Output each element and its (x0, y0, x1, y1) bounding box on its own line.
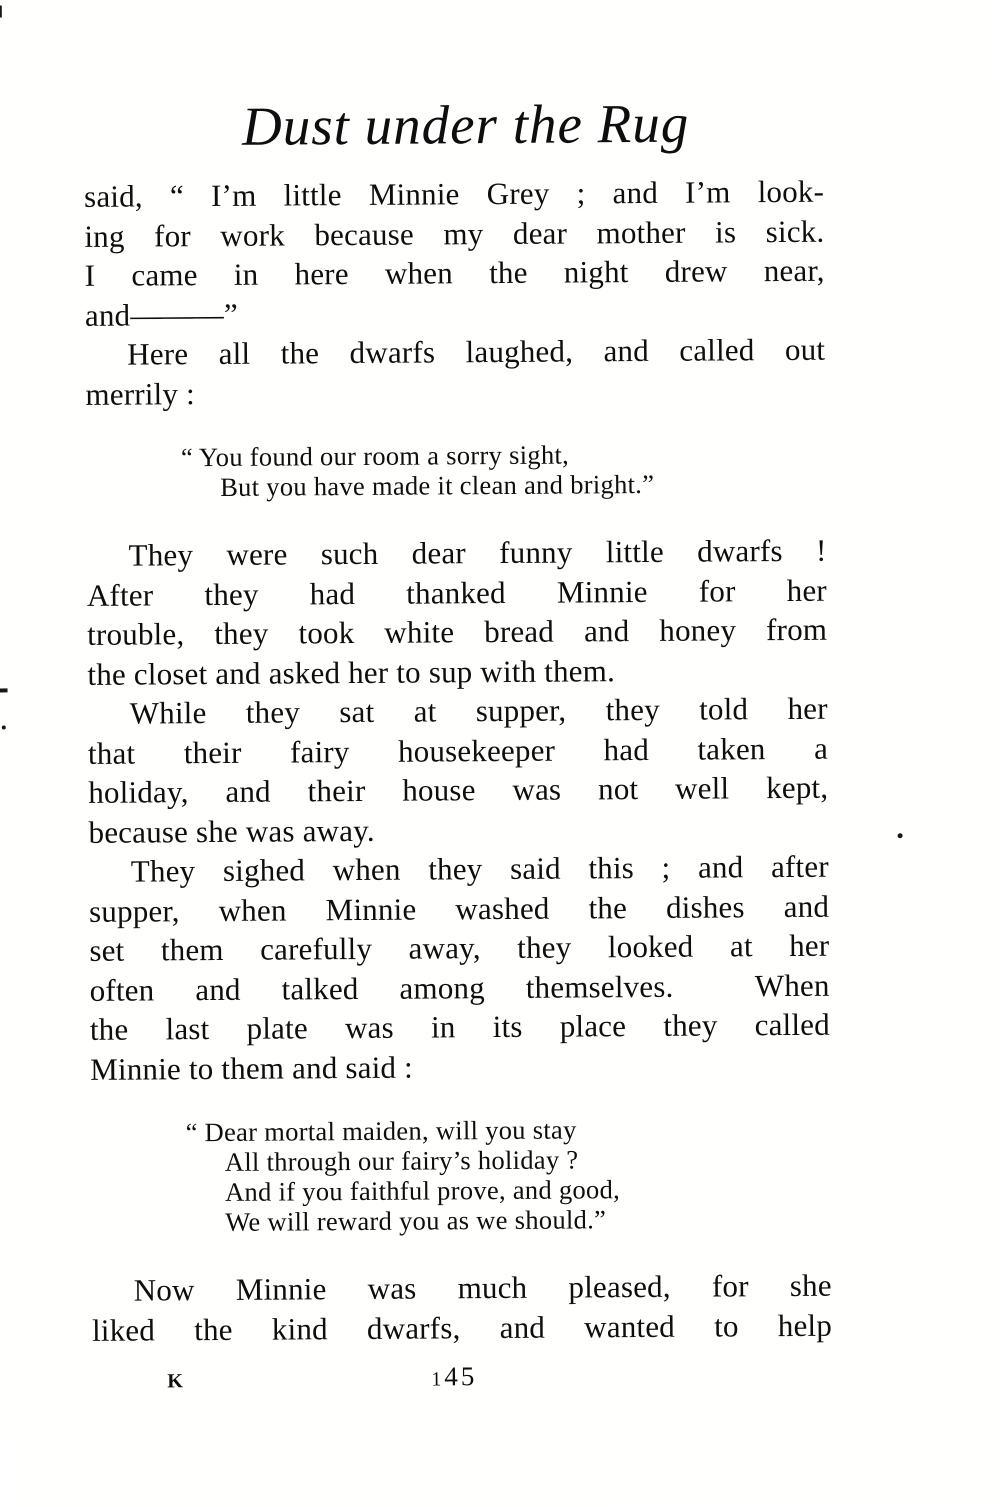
text-line: Here all the dwarfs laughed, and called out (127, 331, 826, 372)
text-line: They were such dear funny little dwarfs ! (128, 532, 827, 573)
text-line: While they sat at supper, they told her (129, 690, 828, 731)
text-line: All through our fairy’s holiday ? (224, 1144, 579, 1177)
text-blocks (84, 172, 832, 1350)
text-line: the last plate was in its place they called (89, 1006, 831, 1047)
verse-block (91, 1113, 832, 1238)
paragraph-block (86, 531, 827, 694)
text-line: They sighed when they said this ; and after (130, 848, 829, 889)
text-column (84, 172, 833, 1402)
paragraph-block (89, 847, 831, 1089)
text-line: ing for work because my dear mother is sick. (84, 213, 825, 254)
signature-mark: K (167, 1370, 185, 1393)
text-line: said, “ I’m little Minnie Grey ; and I’m look- (83, 173, 825, 214)
scan-speck (898, 833, 903, 838)
paragraph-block (84, 172, 825, 335)
paragraph-block (92, 1266, 833, 1350)
text-line: “ Dear mortal maiden, will you stay (185, 1114, 577, 1148)
page-number: 145 (431, 1361, 478, 1392)
text-line: because she was away. (88, 812, 375, 850)
text-line: After they had thanked Minnie for her (86, 572, 827, 613)
text-line: that their fairy housekeeper had taken a (87, 730, 829, 771)
scan-speck (0, 688, 8, 692)
page-title: Dust under the Rug (241, 92, 690, 157)
text-line: But you have made it clean and bright.” (220, 468, 655, 502)
paragraph-block (88, 689, 829, 852)
text-line: and———” (84, 296, 238, 333)
verse-block (86, 438, 826, 503)
text-line: the closet and asked her to sup with them. (87, 652, 616, 692)
text-line: set them carefully away, they looked at her (89, 927, 830, 968)
text-line: Now Minnie was much pleased, for she (133, 1267, 832, 1308)
page-footer (92, 1359, 832, 1402)
text-line: I came in here when the night drew near, (84, 252, 825, 293)
text-line: “ You found our room a sorry sight, (180, 439, 570, 473)
text-line: often and talked among themselves. When (89, 967, 830, 1008)
text-line: We will reward you as we should.” (225, 1204, 607, 1237)
paragraph-block (85, 330, 826, 414)
text-line: Minnie to them and said : (90, 1049, 414, 1087)
text-line: And if you faithful prove, and good, (224, 1174, 621, 1207)
scan-speck (2, 725, 6, 729)
text-line: merrily : (85, 375, 196, 412)
text-line: holiday, and their house was not well kept, (88, 769, 829, 810)
text-line: trouble, they took white bread and honey from (87, 611, 828, 652)
text-line: supper, when Minnie washed the dishes and (88, 888, 830, 929)
text-line: liked the kind dwarfs, and wanted to help (91, 1307, 833, 1348)
